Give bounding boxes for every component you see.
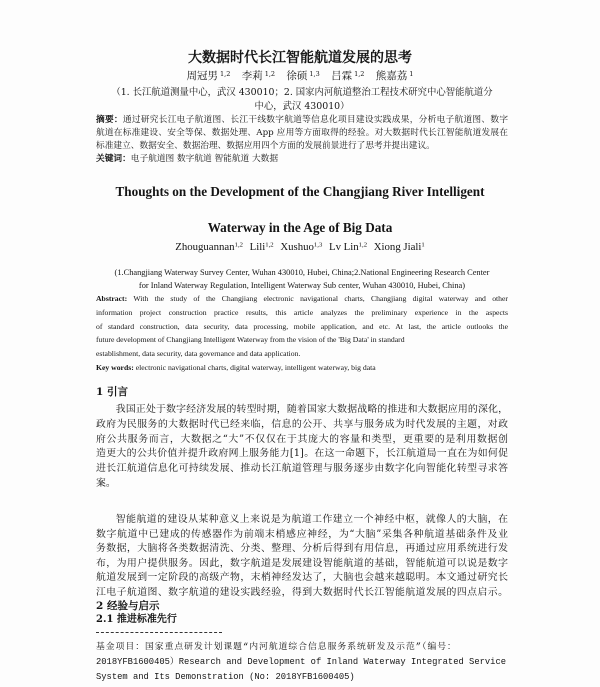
affiliation-line: 中心，武汉 430010） bbox=[254, 101, 350, 112]
abstract-line: future development of Changjiang Intelligent Waterway from the vision of the 'Big Data' in standard bbox=[96, 335, 405, 345]
author-name: Xushuo bbox=[280, 241, 314, 253]
abstract-label: 摘要： bbox=[96, 115, 123, 125]
author-cn bbox=[242, 70, 275, 82]
paragraph-line: 进长江航道信息化可持续发展、推动长江航道管理与服务逐步由数字化向智能化转型寻求答 bbox=[96, 463, 508, 475]
author-name: Xiong Jiali bbox=[373, 241, 422, 253]
keywords-en bbox=[96, 361, 508, 375]
author-name: 徐硕 bbox=[286, 70, 308, 82]
abstract-line: 标准建立、数据安全、数据治理、数据应用四个方面的发展前景进行了思考并提出建议。 bbox=[96, 141, 435, 151]
abstract-cn bbox=[96, 114, 508, 166]
author-affiliation-mark: 1,2 bbox=[265, 241, 274, 249]
author-name: Lv Lin bbox=[328, 241, 359, 253]
paragraph-line: 航道发展到一定阶段的高级产物，末梢神经发达了，大脑也会越来越聪明。本文通过研究长 bbox=[96, 572, 508, 583]
paragraph-line: 数字航道中已建成的传感器作为前端末梢感应神经，为“大脑”采集各种航道基础条件及业 bbox=[96, 528, 508, 540]
affiliation-line: (1.Changjiang Waterway Survey Center, Wuhan 430010, Hubei, China;2.National Engineering Research Center bbox=[114, 268, 490, 277]
author-name: Zhouguannan bbox=[175, 241, 235, 253]
authors-en bbox=[0, 240, 600, 254]
paragraph-line: 我国正处于数字经济发展的转型时期，随着国家大数据战略的推进和大数据应用的深化， bbox=[115, 404, 508, 415]
author-cn bbox=[331, 70, 364, 82]
footnote-line: System and Its Demonstration (No: 2018YFB1600405) bbox=[96, 672, 355, 682]
paper-title-cn: 大数据时代长江智能航道发展的思考 bbox=[188, 50, 412, 66]
abstract-line: information project construction practice results, this article analyzes the preliminary experience in the aspects bbox=[96, 307, 508, 317]
author-en bbox=[329, 241, 367, 253]
author-affiliation-mark: 1,3 bbox=[309, 69, 320, 78]
body-paragraph-2 bbox=[96, 513, 508, 600]
abstract-line bbox=[96, 114, 508, 127]
abstract-en bbox=[96, 292, 508, 375]
author-affiliation-mark: 1 bbox=[421, 241, 425, 249]
affiliation-cn bbox=[96, 86, 508, 114]
paragraph-line: 政府为民服务的大数据时代已经来临，信息的公开、共享与服务成为时代发展的主题，对政 bbox=[96, 418, 508, 430]
paragraph-line: 布，为用户提供服务。因此，数字航道是发展建设智能航道的基础，智能航道可以说是数字 bbox=[96, 557, 508, 569]
footnote-line: 基金项目：国家重点研发计划课题“内河航道综合信息服务系统研发及示范”（编号： bbox=[96, 642, 457, 652]
abstract-line bbox=[96, 292, 508, 306]
footnote bbox=[96, 640, 508, 685]
author-affiliation-mark: 1 bbox=[409, 69, 414, 78]
paragraph-line: 案。 bbox=[96, 477, 116, 489]
section-heading: 1 引言 bbox=[96, 386, 128, 398]
author-en bbox=[250, 241, 274, 253]
affiliation-line: for Inland Waterway Regulation, Intelligent Waterway Sub center, Wuhan 430010, Hubei, China) bbox=[138, 281, 466, 290]
author-en bbox=[175, 241, 243, 253]
author-name: 熊嘉荔 bbox=[375, 70, 408, 82]
author-affiliation-mark: 1,2 bbox=[264, 69, 276, 78]
author-affiliation-mark: 1,2 bbox=[234, 241, 243, 249]
author-name: 周冠男 bbox=[186, 70, 219, 82]
abstract-text: 通过研究长江电子航道图、长江干线数字航道等信息化项目建设实践成果，分析电子航道图、数字 bbox=[122, 115, 509, 125]
section-heading: 2 经验与启示 bbox=[96, 600, 160, 612]
paragraph-line: 务数据，大脑将各类数据清洗、分类、整理、分析后得到有用信息，再通过应用系统进行发 bbox=[96, 543, 508, 554]
keywords-label: Key words: bbox=[96, 362, 134, 372]
footnote-line: 2018YFB1600405）Research and Development of Inland Waterway Integrated Service bbox=[96, 657, 507, 667]
paper-title-en-line-1: Thoughts on the Development of the Changjiang River Intelligent bbox=[115, 184, 485, 199]
author-affiliation-mark: 1,2 bbox=[354, 69, 365, 78]
author-affiliation-mark: 1,2 bbox=[220, 69, 231, 78]
subsection-heading: 2.1 推进标准先行 bbox=[96, 614, 177, 625]
keywords-cn bbox=[96, 153, 508, 166]
affiliation-line: （1. 长江航道测量中心，武汉 430010；2. 国家内河航道整治工程技术研究中心智能航道分 bbox=[111, 87, 493, 98]
keywords-text: electronic navigational charts, digital waterway, intelligent waterway, big data bbox=[133, 362, 376, 372]
paragraph-line: 智能航道的建设从某种意义上来说是为航道工作建立一个神经中枢，就像人的大脑，在 bbox=[115, 514, 508, 525]
abstract-label: Abstract: bbox=[96, 294, 128, 303]
author-en bbox=[374, 241, 425, 253]
author-affiliation-mark: 1,3 bbox=[313, 241, 323, 249]
author-en bbox=[280, 241, 322, 253]
author-name: 吕霖 bbox=[331, 70, 353, 82]
footnote-rule bbox=[96, 632, 222, 633]
abstract-text: With the study of the Changjiang electronic navigational charts, Changjiang digital waterway and other bbox=[127, 294, 508, 303]
paragraph-line: 江电子航道图、数字航道的建设实践经验，得到大数据时代长江智能航道发展的四点启示。 bbox=[96, 586, 508, 598]
paragraph-line: 府公共服务而言，大数据之“大”不仅仅在于其庞大的容量和类型，更重要的是利用数据创 bbox=[96, 433, 508, 445]
author-name: 李莉 bbox=[241, 70, 263, 82]
paper-title-en-line-2: Waterway in the Age of Big Data bbox=[207, 220, 393, 235]
affiliation-en bbox=[96, 266, 508, 292]
author-cn bbox=[187, 70, 231, 82]
paragraph-line: 造更大的公共价值并提升政府网上服务能力[1]。在这一命题下，长江航道局一直在为如何促 bbox=[96, 448, 508, 460]
abstract-line: 航道在标准建设、安全等保、数据处理、App 应用等方面取得的经验。对大数据时代长江智能航道发展在 bbox=[96, 128, 508, 138]
abstract-line: of standard construction, data security, data processing, mobile application, and etc. At last, the article outlooks the bbox=[96, 321, 508, 331]
keywords-text: 电子航道图 数字航道 智能航道 大数据 bbox=[130, 154, 279, 164]
abstract-line: establishment, data security, data governance and data application. bbox=[96, 349, 301, 359]
author-cn bbox=[376, 70, 414, 82]
author-name: Lili bbox=[249, 241, 266, 253]
authors-cn bbox=[0, 69, 600, 83]
author-affiliation-mark: 1,2 bbox=[358, 241, 368, 249]
keywords-label: 关键词： bbox=[96, 154, 131, 164]
author-cn bbox=[286, 70, 319, 82]
body-paragraph-1 bbox=[96, 403, 508, 492]
